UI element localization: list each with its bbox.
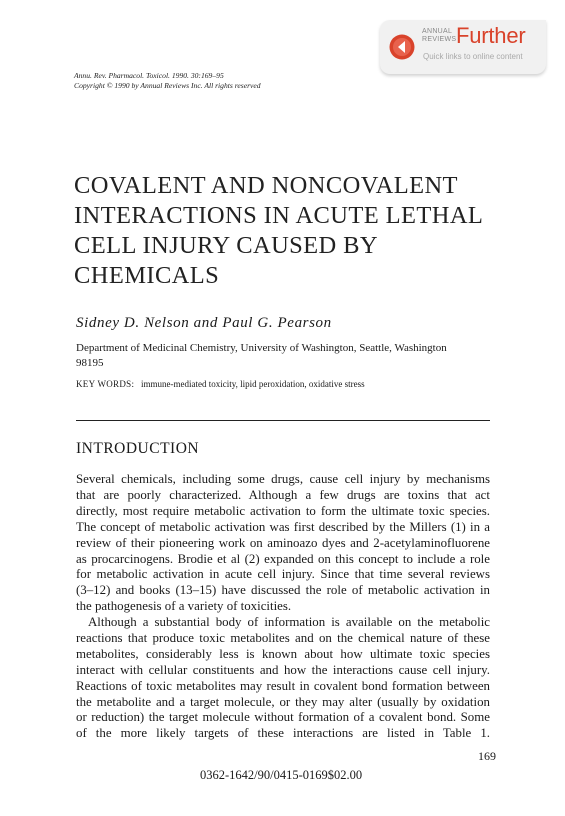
affiliation-line: 98195 [76, 357, 104, 369]
page-number: 169 [478, 749, 496, 763]
article-title [74, 171, 514, 291]
paragraph-line: of the more likely targets of these interactions are listed in Table 1. [76, 726, 490, 741]
paragraph-line: that are poorly characterized. Although a few drugs are toxins that act [76, 487, 490, 502]
keywords-list: immune-mediated toxicity, lipid peroxidation, oxidative stress [141, 379, 365, 389]
paragraph-line: Reactions of toxic metabolites may result in covalent bond formation between [76, 678, 490, 693]
paragraph-line: The concept of metabolic activation was first described by the Millers (1) in a [76, 519, 490, 534]
keywords-label: KEY WORDS: [76, 379, 135, 389]
paragraph-line: Several chemicals, including some drugs, cause cell injury by mechanisms [76, 472, 490, 486]
title-line: COVALENT AND NONCOVALENT [74, 172, 458, 199]
paragraph-line: directly, most require metabolic activation to form the ultimate toxic species. [76, 503, 490, 518]
paragraph-line: as procarcinogens. Brodie et al (2) expanded on this concept to include a role [76, 551, 490, 566]
paragraph-line: for metabolic activation in acute cell injury. Since that time several reviews [76, 567, 490, 582]
section-divider [76, 420, 490, 421]
paragraph-line: the metabolite and a target molecule, or they may alter (usually by oxidation [76, 694, 490, 709]
paragraph-line: interact with cellular constituents and how the interactions cause cell injury. [76, 662, 490, 677]
annual-reviews-logo-icon [389, 34, 415, 60]
title-line: INTERACTIONS IN ACUTE LETHAL [74, 202, 484, 229]
keywords [76, 379, 365, 389]
author-affiliation [76, 341, 496, 371]
affiliation-line: Department of Medicinal Chemistry, University of Washington, Seattle, Washington [76, 342, 447, 354]
article-authors: Sidney D. Nelson and Paul G. Pearson [76, 315, 332, 331]
banner-reviews-label: REVIEWS [422, 36, 457, 43]
paragraph-line: review of their pioneering work on aminoazo dyes and 2-acetylaminofluorene [76, 535, 490, 550]
banner-brand[interactable]: Further [456, 23, 526, 48]
paragraph-line: the pathogenesis of a variety of toxicities. [76, 599, 292, 614]
banner-annual-label: ANNUAL [422, 28, 453, 35]
title-line: CELL INJURY CAUSED BY [74, 232, 379, 259]
paragraph-1 [76, 472, 490, 615]
paragraph-line: metabolites, considerably less is known about how ultimate toxic species [76, 646, 490, 661]
paragraph-line: (3–12) and books (13–15) have discussed the role of metabolic activation in [76, 583, 490, 598]
paragraph-line: or reduction) the target molecule without formation of a covalent bond. Some [76, 710, 490, 725]
title-line: CHEMICALS [74, 262, 220, 289]
citation-copyright: Copyright © 1990 by Annual Reviews Inc. All rights reserved [74, 81, 261, 90]
paragraph-line: Although a substantial body of information is available on the metabolic [88, 615, 490, 629]
citation-journal: Annu. Rev. Pharmacol. Toxicol. 1990. 30:169–95 [74, 71, 224, 80]
section-heading: INTRODUCTION [76, 440, 200, 457]
footer-code: 0362-1642/90/0415-0169$02.00 [200, 768, 363, 782]
banner-subtitle[interactable]: Quick links to online content [423, 52, 523, 61]
paragraph-2 [76, 615, 490, 742]
paragraph-line: reactions that produce toxic metabolites and on the chemical nature of these [76, 630, 490, 645]
